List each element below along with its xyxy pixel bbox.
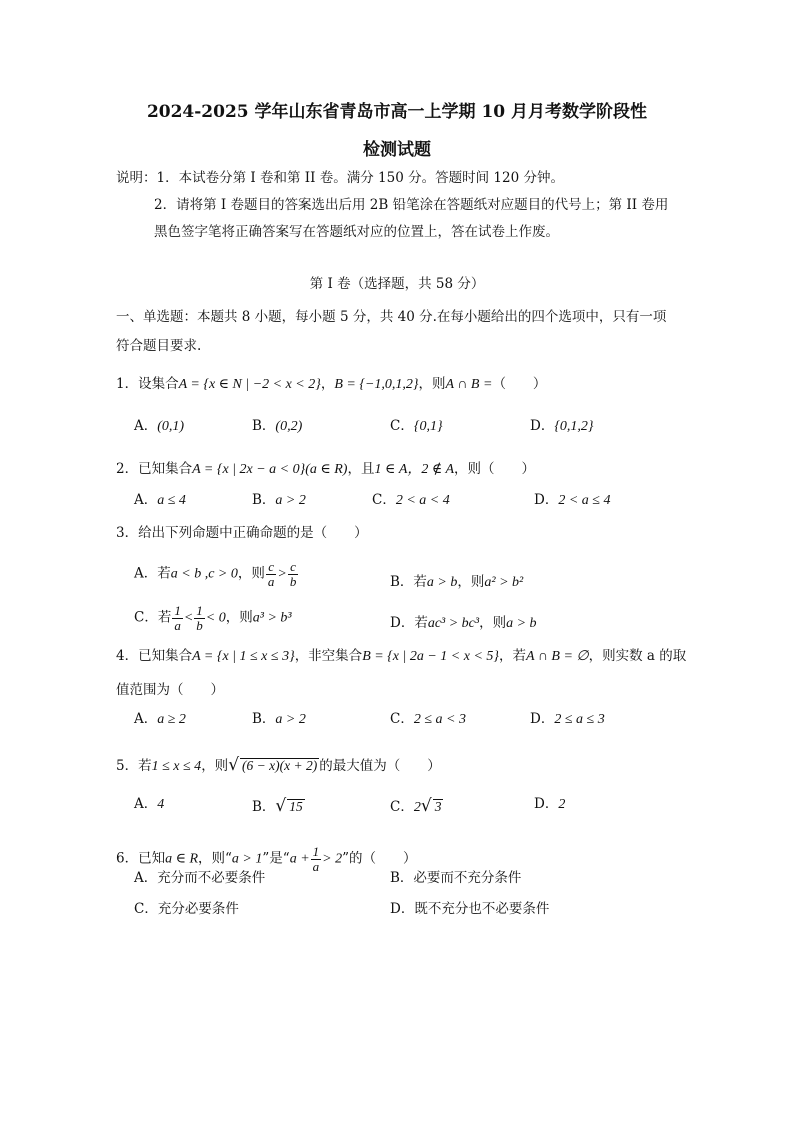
frac-denominator: a <box>174 617 181 633</box>
option-label: C． <box>390 799 414 815</box>
q3-option-c[interactable] <box>134 604 292 632</box>
q4-set-a: A = {x | 1 ≤ x ≤ 3} <box>192 649 295 664</box>
option-label: A． <box>134 418 158 434</box>
option-label: B． <box>390 870 414 886</box>
q4-option-c[interactable] <box>390 713 466 727</box>
q2-cond: 1 ∈ A，2 ∉ A <box>374 462 455 477</box>
q4-option-d[interactable] <box>530 713 605 727</box>
q3-a-frac-1 <box>266 560 277 588</box>
section-desc-line2: 符合题目要求. <box>116 338 202 354</box>
q3-b-cond: a > b <box>426 575 458 590</box>
question-3-stem: 3．给出下列命题中正确命题的是（ ） <box>116 525 368 541</box>
q4-option-a[interactable] <box>134 713 186 727</box>
question-4-stem <box>116 650 686 664</box>
q3-d-cond: ac³ > bc³ <box>427 616 480 631</box>
q5-tail: 的最大值为（ ） <box>319 758 441 774</box>
q2-option-a[interactable] <box>134 494 186 508</box>
section-heading: 第 I 卷（选择题，共 58 分） <box>309 276 485 292</box>
option-label: B． <box>252 492 276 508</box>
frac-denominator: b <box>289 573 297 589</box>
question-1-stem <box>116 378 546 392</box>
q6-option-c[interactable] <box>134 903 239 917</box>
q4-mid2: ，若 <box>499 648 527 664</box>
q6-option-b[interactable] <box>390 872 521 886</box>
frac-numerator: 1 <box>174 603 181 618</box>
option-label: B．若 <box>390 574 427 590</box>
option-value: 必要而不充分条件 <box>413 870 522 886</box>
q5-option-c[interactable] <box>390 798 443 815</box>
q1-expr: A ∩ B = <box>445 377 493 392</box>
option-label: A． <box>134 492 158 508</box>
radical-sign: √ <box>420 796 432 816</box>
option-label: C． <box>390 418 414 434</box>
q2-option-d[interactable] <box>534 494 610 508</box>
q6-prefix: 6．已知 <box>116 850 166 867</box>
option-value: 既不充分也不必要条件 <box>414 901 550 917</box>
q5-mid: ，则 <box>201 758 229 774</box>
frac-denominator: a <box>312 858 320 874</box>
q3-c-result: a³ > b³ <box>252 610 292 626</box>
option-label: A．若 <box>134 565 171 582</box>
option-label: D． <box>534 796 559 812</box>
q1-option-c[interactable] <box>390 420 443 434</box>
section-desc-line1: 一、单选题：本题共 8 小题，每小题 5 分，共 40 分.在每小题给出的四个选项中，只有一项 <box>116 309 667 325</box>
q1-prefix: 1．设集合 <box>116 376 179 392</box>
option-value: a > 2 <box>275 712 306 727</box>
q6-condition-p: a > 1 <box>231 851 263 867</box>
q2-mid: ，且 <box>347 461 375 477</box>
q1-option-b[interactable] <box>252 420 302 434</box>
q3-option-b[interactable] <box>390 576 523 590</box>
option-value: 2 < a < 4 <box>395 493 450 508</box>
q3-d-result: a > b <box>506 616 537 631</box>
option-value: a > 2 <box>275 493 306 508</box>
q3-d-then: ，则 <box>479 615 507 631</box>
q3-c-tail: < 0 <box>205 610 226 626</box>
option-label: C． <box>390 711 414 727</box>
q4-prefix: 4．已知集合 <box>116 648 193 664</box>
q5-radicand: (6 − x)(x + 2) <box>242 758 318 773</box>
q3-b-result: a² > b² <box>484 575 524 590</box>
question-2-stem <box>116 463 535 477</box>
q1-option-d[interactable] <box>530 420 594 434</box>
q3-a-gt: > <box>277 566 287 582</box>
q6-cond: a ∈ R <box>165 851 199 867</box>
option-value: (0,1) <box>157 419 185 434</box>
option-value: {0,1,2} <box>554 419 594 434</box>
exam-title-line1: 2024-2025 学年山东省青岛市高一上学期 10 月月考数学阶段性 <box>146 102 648 122</box>
option-label: D． <box>534 492 559 508</box>
q3-b-then: ，则 <box>457 574 485 590</box>
q1-paren: （ ） <box>492 376 547 392</box>
option-label: C． <box>134 901 158 917</box>
radical-sign: √ <box>228 755 240 775</box>
option-value: 4 <box>157 797 165 812</box>
option-radicand: 3 <box>434 799 442 814</box>
q2-suffix: ，则（ ） <box>454 461 536 477</box>
q6-mid2: ”是“ <box>262 850 290 867</box>
option-value: 2 <box>558 797 566 812</box>
q3-a-cond: a < b ,c > 0 <box>170 566 238 582</box>
q3-c-frac-2 <box>194 604 205 632</box>
instructions-line3: 黑色签字笔将正确答案写在答题纸对应的位置上，答在试卷上作废。 <box>154 224 559 240</box>
question-4-stem-line2: 值范围为（ ） <box>116 682 224 698</box>
q4-set-b: B = {x | 2a − 1 < x < 5} <box>362 649 500 664</box>
q3-a-frac-2 <box>288 560 299 588</box>
q5-option-b[interactable] <box>252 798 305 815</box>
q6-condition-q-left: a + <box>289 851 310 867</box>
q5-prefix: 5．若 <box>116 758 152 774</box>
q4-mid: ，非空集合 <box>294 648 363 664</box>
q5-option-d[interactable] <box>534 798 565 812</box>
option-label: D． <box>530 418 555 434</box>
q1-set-b: B = {−1,0,1,2} <box>334 377 419 392</box>
q6-frac <box>311 845 322 873</box>
option-label: C． <box>372 492 396 508</box>
option-value: 2 ≤ a < 3 <box>413 712 466 727</box>
q3-option-a[interactable] <box>134 560 299 588</box>
frac-numerator: 1 <box>196 603 203 618</box>
q6-condition-q-right: > 2 <box>322 851 343 867</box>
option-value: 充分必要条件 <box>157 901 239 917</box>
frac-numerator: c <box>288 560 299 575</box>
q5-option-a[interactable] <box>134 798 164 812</box>
option-value: a ≥ 2 <box>157 712 186 727</box>
q1-ask-prefix: ，则 <box>418 376 446 392</box>
option-value: 2 < a ≤ 4 <box>558 493 611 508</box>
frac-numerator: c <box>266 560 277 575</box>
question-5-stem <box>116 757 441 774</box>
q3-a-then: ，则 <box>237 565 265 582</box>
q1-set-a: A = {x ∈ N | −2 < x < 2} <box>178 377 321 392</box>
option-label: D．若 <box>390 615 428 631</box>
q6-option-d[interactable] <box>390 903 549 917</box>
q5-cond: 1 ≤ x ≤ 4 <box>151 759 202 774</box>
q3-c-lt: < <box>183 610 194 626</box>
option-value: {0,1} <box>413 419 443 434</box>
frac-denominator: a <box>267 573 275 589</box>
instructions-line1: 说明：1．本试卷分第 I 卷和第 II 卷。满分 150 分。答题时间 120 分钟。 <box>116 170 564 186</box>
instructions-line2: 2．请将第 I 卷题目的答案选出后用 2B 铅笔涂在答题纸对应题目的代号上；第 II 卷用 <box>154 197 669 213</box>
q3-c-frac-1 <box>172 604 183 632</box>
q1-option-a[interactable] <box>134 420 184 434</box>
q2-prefix: 2．已知集合 <box>116 461 193 477</box>
q4-cond: A ∩ B = ∅ <box>526 649 589 664</box>
option-label: A． <box>134 870 158 886</box>
option-label: A． <box>134 796 158 812</box>
option-label: B． <box>252 418 276 434</box>
q6-mid: ，则“ <box>198 850 232 867</box>
frac-numerator: 1 <box>312 844 320 859</box>
q6-tail: ”的（ ） <box>342 850 417 867</box>
option-value: 充分而不必要条件 <box>157 870 266 886</box>
option-value: 2 ≤ a ≤ 3 <box>554 712 605 727</box>
q2-set: A = {x | 2x − a < 0}(a ∈ R) <box>192 462 348 477</box>
q2-option-c[interactable] <box>372 494 450 508</box>
option-label: D． <box>390 901 415 917</box>
q3-c-then: ，则 <box>225 609 253 626</box>
q3-option-d[interactable] <box>390 617 537 631</box>
q4-tail: ，则实数 a 的取 <box>588 648 687 664</box>
q6-option-a[interactable] <box>134 872 265 886</box>
option-label: B． <box>252 711 276 727</box>
option-label: D． <box>530 711 555 727</box>
frac-denominator: b <box>196 617 203 633</box>
option-coefficient: 2 <box>413 800 421 815</box>
option-value: (0,2) <box>275 419 303 434</box>
option-radicand: 15 <box>289 799 303 814</box>
radical-sign: √ <box>275 796 287 816</box>
q2-option-b[interactable] <box>252 494 306 508</box>
q4-option-b[interactable] <box>252 713 306 727</box>
option-label: A． <box>134 711 158 727</box>
option-label: C．若 <box>134 609 172 626</box>
option-label: B． <box>252 799 276 815</box>
q1-comma: ， <box>320 376 335 392</box>
exam-title-line2: 检测试题 <box>363 140 431 160</box>
option-value: a ≤ 4 <box>157 493 186 508</box>
